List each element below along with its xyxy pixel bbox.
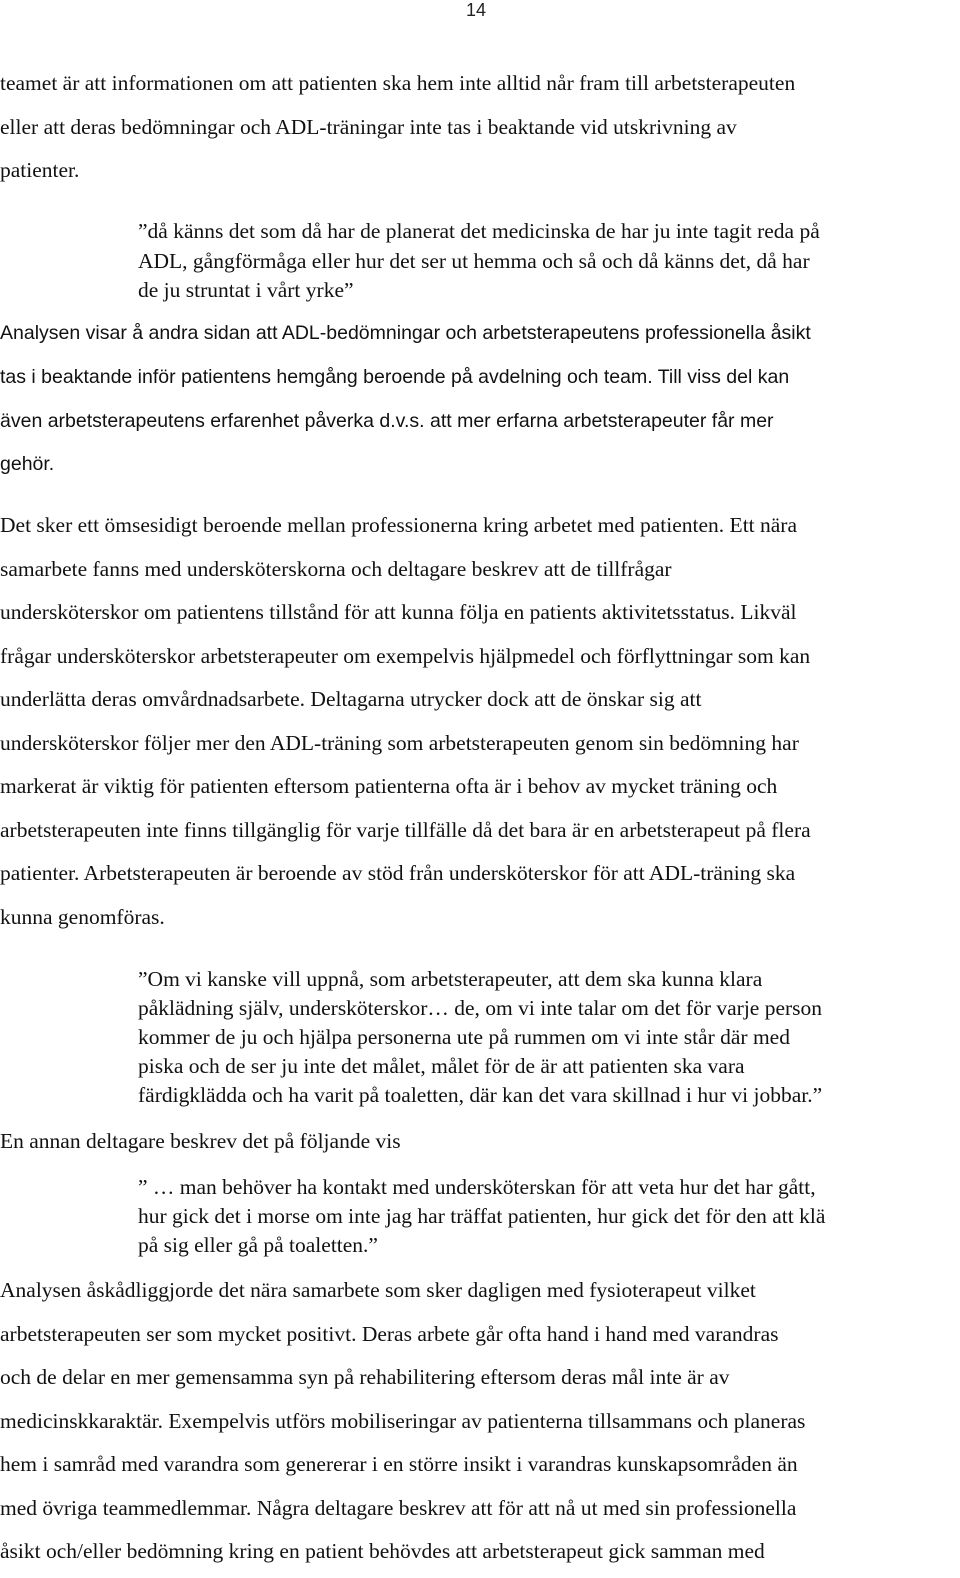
paragraph-line: gehör.: [0, 453, 55, 475]
quote-line: påklädning själv, undersköterskor… de, om vi inte talar om det för varje person: [138, 996, 823, 1020]
quote-line: piska och de ser ju inte det målet, målet för de är att patienten ska vara: [138, 1054, 745, 1078]
paragraph-line: patienter.: [0, 158, 80, 182]
paragraph-line: Analysen åskådliggjorde det nära samarbete som sker dagligen med fysioterapeut vilket: [0, 1278, 756, 1302]
paragraph-line: och de delar en mer gemensamma syn på rehabilitering eftersom deras mål inte är av: [0, 1365, 730, 1389]
intro-line: En annan deltagare beskrev det på följande vis: [0, 1129, 401, 1153]
paragraph-line: kunna genomföras.: [0, 905, 165, 929]
quote-line: ”då känns det som då har de planerat det medicinska de har ju inte tagit reda på: [138, 219, 820, 243]
page-number: 14: [466, 0, 487, 20]
paragraph-line: eller att deras bedömningar och ADL-träningar inte tas i beaktande vid utskrivning av: [0, 115, 737, 139]
quote-line: ”Om vi kanske vill uppnå, som arbetsterapeuter, att dem ska kunna klara: [138, 967, 763, 991]
quote-line: ” … man behöver ha kontakt med undersköterskan för att veta hur det har gått,: [138, 1175, 816, 1199]
paragraph-line: med övriga teammedlemmar. Några deltagare beskrev att för att nå ut med sin professionella: [0, 1496, 797, 1520]
quote-line: ADL, gångförmåga eller hur det ser ut hemma och så och då känns det, då har: [138, 249, 810, 273]
paragraph-line: teamet är att informationen om att patienten ska hem inte alltid når fram till arbetsterapeuten: [0, 71, 796, 95]
quote-line: på sig eller gå på toaletten.”: [138, 1233, 378, 1257]
paragraph-line: hem i samråd med varandra som genererar i en större insikt i varandras kunskapsområden än: [0, 1452, 798, 1476]
quote-line: de ju struntat i vårt yrke”: [138, 278, 354, 302]
paragraph-line: frågar undersköterskor arbetsterapeuter om exempelvis hjälpmedel och förflyttningar som kan: [0, 644, 811, 668]
paragraph-line: åsikt och/eller bedömning kring en patient behövdes att arbetsterapeut gick samman med: [0, 1539, 765, 1563]
paragraph-line: även arbetsterapeutens erfarenhet påverka d.v.s. att mer erfarna arbetsterapeuter får mer: [0, 410, 774, 432]
quote-line: kommer de ju och hjälpa personerna ute på rummen om vi inte står där med: [138, 1025, 790, 1049]
paragraph-line: Det sker ett ömsesidigt beroende mellan professionerna kring arbetet med patienten. Ett nära: [0, 513, 798, 537]
paragraph-line: undersköterskor följer mer den ADL-träning som arbetsterapeuten genom sin bedömning har: [0, 731, 799, 755]
paragraph-line: undersköterskor om patientens tillstånd för att kunna följa en patients aktivitetsstatus. Likväl: [0, 600, 797, 624]
paragraph-line: arbetsterapeuten inte finns tillgänglig för varje tillfälle då det bara är en arbetsterapeut på flera: [0, 818, 811, 842]
paragraph-line: Analysen visar å andra sidan att ADL-bedömningar och arbetsterapeutens professionella åsikt: [0, 322, 811, 344]
quote-line: färdigklädda och ha varit på toaletten, där kan det vara skillnad i hur vi jobbar.”: [138, 1083, 823, 1107]
paragraph-line: patienter. Arbetsterapeuten är beroende av stöd från undersköterskor för att ADL-träning ska: [0, 861, 796, 885]
paragraph-line: samarbete fanns med undersköterskorna och deltagare beskrev att de tillfrågar: [0, 557, 672, 581]
paragraph-line: tas i beaktande inför patientens hemgång beroende på avdelning och team. Till viss del kan: [0, 366, 790, 388]
paragraph-line: markerat är viktig för patienten eftersom patienterna ofta är i behov av mycket träning och: [0, 774, 778, 798]
paragraph-line: medicinskkaraktär. Exempelvis utförs mobiliseringar av patienterna tillsammans och planeras: [0, 1409, 806, 1433]
paragraph-line: underlätta deras omvårdnadsarbete. Deltagarna utrycker dock att de önskar sig att: [0, 687, 702, 711]
quote-line: hur gick det i morse om inte jag har träffat patienten, hur gick det för den att klä: [138, 1204, 826, 1228]
paragraph-line: arbetsterapeuten ser som mycket positivt. Deras arbete går ofta hand i hand med varandras: [0, 1322, 779, 1346]
